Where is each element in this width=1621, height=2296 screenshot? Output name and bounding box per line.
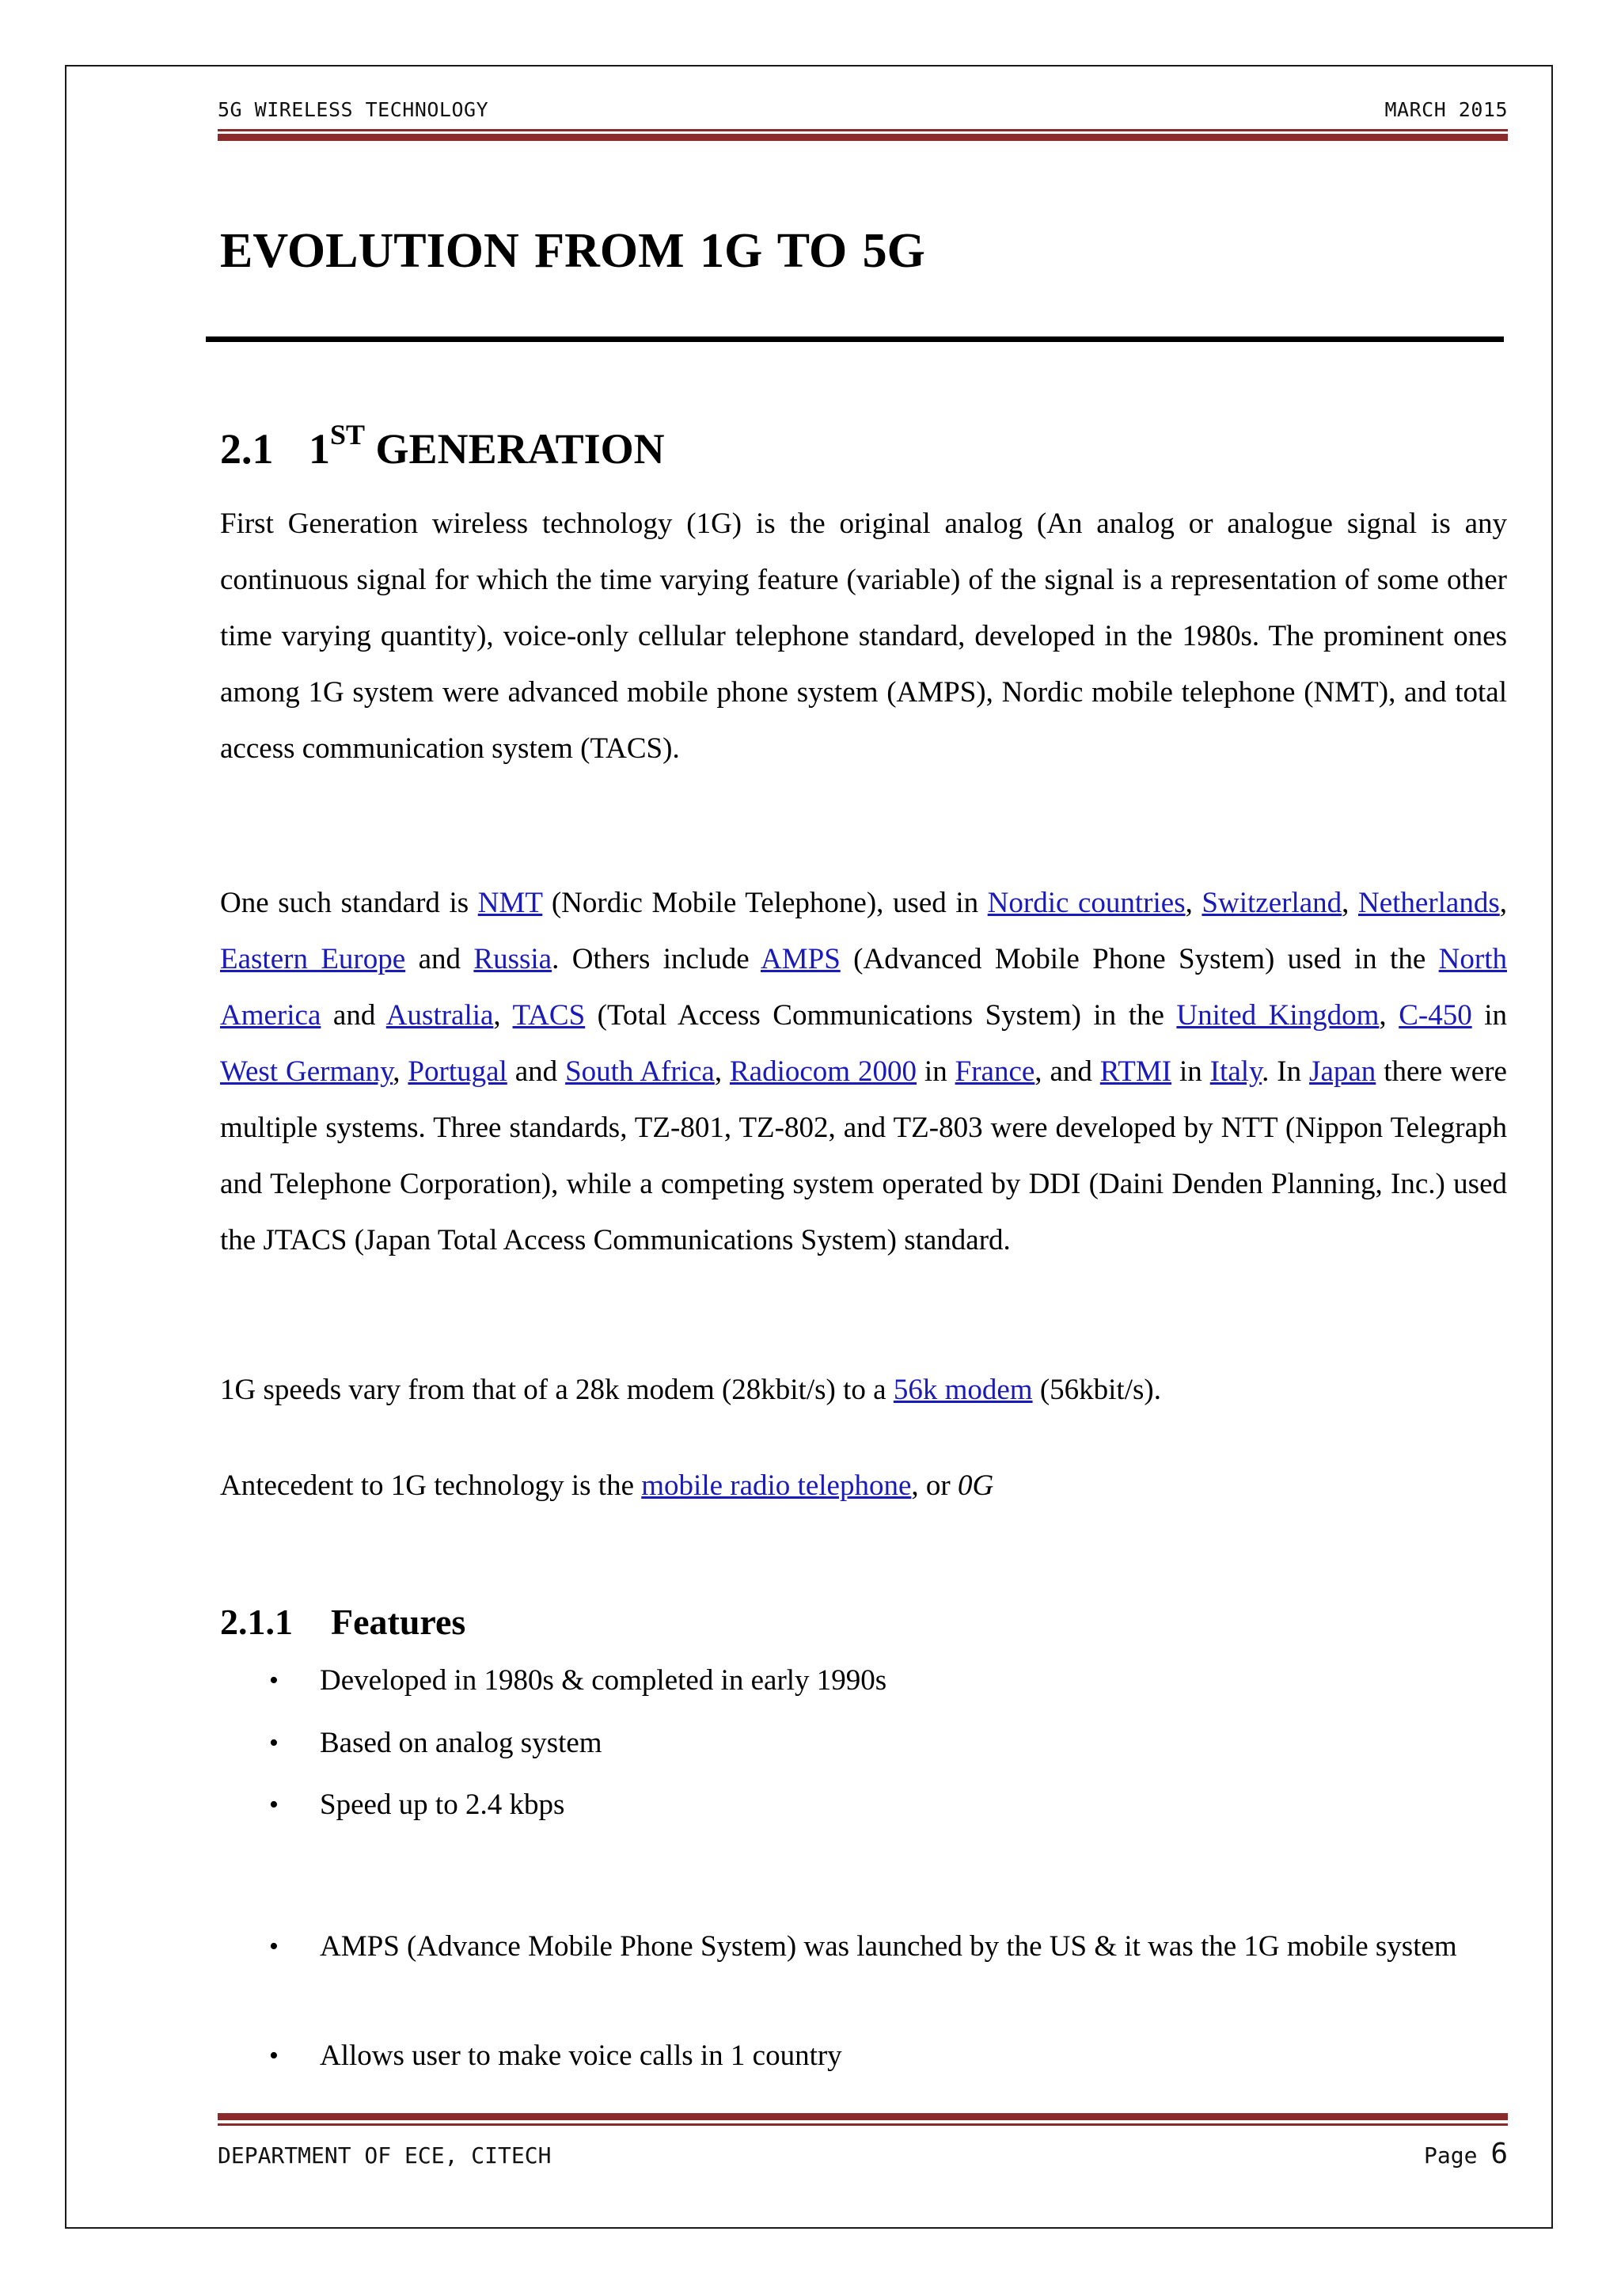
link-russia[interactable]: Russia bbox=[473, 943, 552, 975]
bullet-icon: • bbox=[269, 1932, 279, 1961]
link-north-america[interactable]: North America bbox=[220, 943, 1507, 1032]
subsection-title: Features bbox=[331, 1602, 466, 1642]
header-title: 5G WIRELESS TECHNOLOGY bbox=[218, 98, 489, 121]
zero-g-term: 0G bbox=[957, 1469, 994, 1502]
link-c-450[interactable]: C-450 bbox=[1399, 999, 1472, 1032]
bullet-icon: • bbox=[269, 1666, 279, 1695]
list-item: • Allows user to make voice calls in 1 country bbox=[269, 2032, 1507, 2080]
footer-department: DEPARTMENT OF ECE, CITECH bbox=[218, 2142, 552, 2169]
paragraph-antecedent: Antecedent to 1G technology is the mobile radio telephone, or 0G bbox=[220, 1469, 994, 1502]
link-france[interactable]: France bbox=[955, 1055, 1035, 1088]
page-label: Page bbox=[1424, 2142, 1478, 2169]
link-united-kingdom[interactable]: United Kingdom bbox=[1176, 999, 1380, 1032]
section-ordinal-suffix: ST bbox=[330, 419, 366, 450]
link-australia[interactable]: Australia bbox=[385, 999, 494, 1032]
link-japan[interactable]: Japan bbox=[1309, 1055, 1376, 1088]
link-portugal[interactable]: Portugal bbox=[408, 1055, 507, 1088]
chapter-title: EVOLUTION FROM 1G TO 5G bbox=[220, 224, 925, 278]
bullet-icon: • bbox=[269, 1790, 279, 1819]
title-underline bbox=[206, 336, 1504, 342]
section-title: GENERATION bbox=[375, 425, 665, 473]
bullet-icon: • bbox=[269, 2041, 279, 2070]
paragraph-intro: First Generation wireless technology (1G) is the original analog (An analog or analogue signal is any continuous signal for which the time varying feature (variable) of the signal is a representation of some other time varying quantity), voice-only cellular telephone standard, developed in the 1980s. The prominent ones among 1G system were advanced mobile phone system (AMPS), Nordic mobile telephone (NMT), and total access communication system (TACS). bbox=[220, 507, 1507, 765]
link-switzerland[interactable]: Switzerland bbox=[1202, 887, 1342, 919]
link-mobile-radio-telephone[interactable]: mobile radio telephone bbox=[641, 1469, 912, 1502]
page-header bbox=[218, 98, 1508, 121]
link-amps[interactable]: AMPS bbox=[761, 943, 841, 975]
link-netherlands[interactable]: Netherlands bbox=[1357, 887, 1500, 919]
list-item: • Developed in 1980s & completed in early 1990s bbox=[269, 1657, 1507, 1705]
link-radiocom-2000[interactable]: Radiocom 2000 bbox=[729, 1055, 917, 1088]
link-nordic-countries[interactable]: Nordic countries bbox=[987, 887, 1186, 919]
link-tacs[interactable]: TACS bbox=[512, 999, 586, 1032]
page-indicator bbox=[1424, 2138, 1508, 2170]
list-item: • AMPS (Advance Mobile Phone System) was launched by the US & it was the 1G mobile system bbox=[269, 1923, 1507, 1971]
header-date: MARCH 2015 bbox=[1384, 98, 1508, 121]
paragraph-standards: One such standard is NMT (Nordic Mobile Telephone), used in Nordic countries, Switzerland, Netherlands, Eastern Europe and Russia. Others include AMPS (Advanced Mobile Phone System) used in the North America and Australia, TACS (Total Access Communications System) in the United Kingdom, C-450 in West Germany, Portugal and South Africa, Radiocom 2000 in France, and RTMI in Italy. In Japan there were multiple systems. Three standards, TZ-801, TZ-802, and TZ-803 were developed by NTT (Nippon Telegraph and Telephone Corporation), while a competing system operated by DDI (Daini Denden Planning, Inc.) used the JTACS (Japan Total Access Communications System) standard. bbox=[220, 887, 1507, 1256]
page-footer bbox=[218, 2138, 1508, 2170]
list-item: • Based on analog system bbox=[269, 1720, 1507, 1767]
link-west-germany[interactable]: West Germany bbox=[220, 1055, 393, 1088]
footer-rule-thin bbox=[218, 2123, 1508, 2126]
link-rtmi[interactable]: RTMI bbox=[1099, 1055, 1172, 1088]
header-rule-thin bbox=[218, 129, 1508, 131]
section-ordinal: 1 bbox=[309, 425, 330, 473]
link-56k-modem[interactable]: 56k modem bbox=[893, 1374, 1033, 1406]
footer-rule-thick bbox=[218, 2113, 1508, 2120]
link-south-africa[interactable]: South Africa bbox=[565, 1055, 715, 1088]
paragraph-speeds: 1G speeds vary from that of a 28k modem (28kbit/s) to a 56k modem (56kbit/s). bbox=[220, 1374, 1161, 1406]
section-heading bbox=[220, 418, 665, 473]
page-number: 6 bbox=[1490, 2138, 1508, 2170]
link-nmt[interactable]: NMT bbox=[477, 887, 543, 919]
link-eastern-europe[interactable]: Eastern Europe bbox=[220, 943, 406, 975]
subsection-heading bbox=[220, 1601, 465, 1643]
link-italy[interactable]: Italy bbox=[1209, 1055, 1262, 1088]
section-number: 2.1 bbox=[220, 425, 274, 473]
list-item: • Speed up to 2.4 kbps bbox=[269, 1781, 1507, 1829]
subsection-number: 2.1.1 bbox=[220, 1602, 293, 1642]
bullet-icon: • bbox=[269, 1728, 279, 1758]
header-rule-thick bbox=[218, 134, 1508, 141]
